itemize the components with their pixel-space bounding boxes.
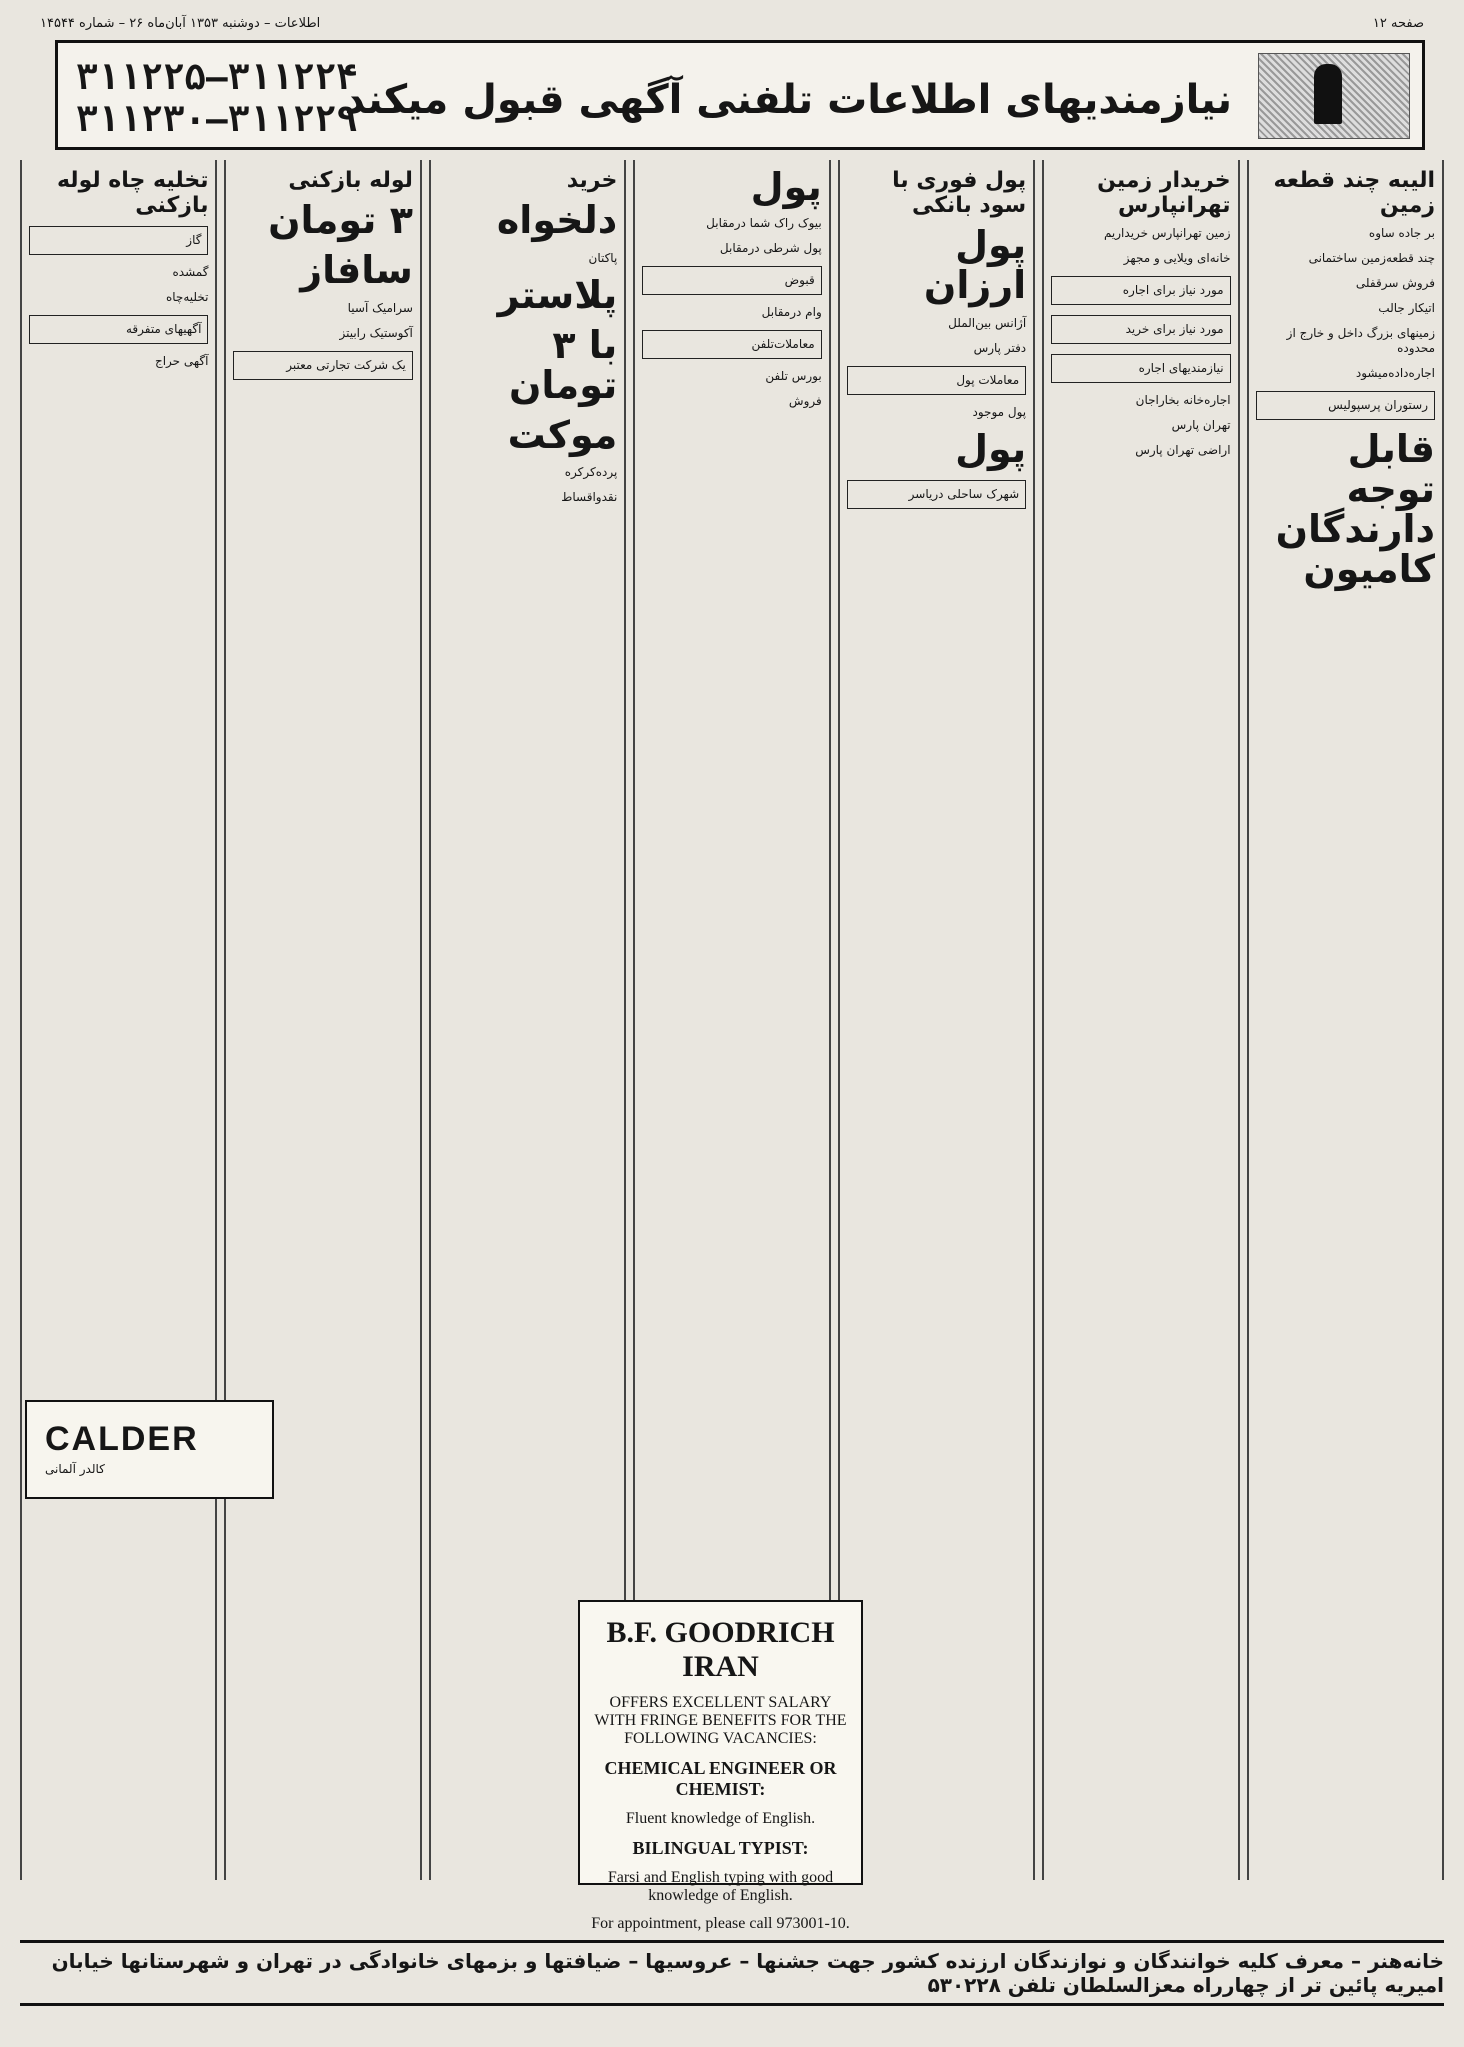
column-3-item-1: پول ارزان [923,223,1027,307]
column-title-4: پول [750,165,822,209]
column-6-item-5: یک شرکت تجارتی معتبر [233,351,412,380]
column-2-item-2: خانه‌ای ویلایی و مجهز [1123,251,1231,265]
column-title-5: خرید [566,168,618,193]
goodrich-contact: For appointment, please call 973001-10. [591,1915,850,1932]
column-1-item-7: رستوران پرسپولیس [1256,391,1435,420]
column-1-item-5: زمینهای بزرگ داخل و خارج از محدوده [1286,326,1435,355]
column-1-item-3: فروش سرقفلی [1355,276,1435,290]
column-2-item-6: اجاره‌خانه بخاراجان [1135,393,1231,407]
column-2-item-7: تهران پارس [1171,418,1231,432]
goodrich-country: IRAN [682,1650,759,1683]
column-2-item-3: مورد نیاز برای اجاره [1051,276,1230,305]
column-1-item-2: چند قطعه‌زمین ساختمانی [1308,251,1435,265]
column-4-item-1: بیوک راک شما درمقابل [706,215,822,230]
column-4-item-2: پول شرطی درمقابل [719,240,822,255]
column-5-item-3: پلاستر [497,272,618,317]
page-number: صفحه ۱۲ [1372,15,1424,31]
column-5-item-7: نقدواقساط [561,490,618,505]
column-title-1: الیبه چند قطعه زمین [1273,168,1435,218]
column-6-item-2: سافاز [300,247,413,292]
column-4-item-6: بورس تلفن [765,368,822,383]
calder-tagline: کالدر آلمانی [45,1462,105,1476]
classified-column-1 [1247,160,1444,1880]
banner-title: نیازمندیهای اطلاعات تلفنی آگهی قبول میکند [344,77,1232,123]
column-7-item-5: آگهی حراج [154,354,209,368]
column-6-item-1: ۳ تومان [268,198,413,242]
publication-line: اطلاعات – دوشنبه ۱۳۵۳ آبان‌ماه ۲۶ – شماره ۱۴۵۴۴ [40,15,321,31]
goodrich-role-1: CHEMICAL ENGINEER OR CHEMIST: [604,1758,837,1799]
column-1-item-6: اجاره‌داده‌میشود [1355,366,1435,380]
classified-column-7 [20,160,217,1880]
column-3-item-5: پول موجود [972,404,1027,419]
calder-name: CALDER [45,1420,199,1458]
column-3-item-4: معاملات پول [847,366,1026,395]
column-title-7: تخلیه چاه لوله بازکنی [56,168,209,218]
bottom-ad-strip: خانه‌هنر – معرف کلیه خوانندگان و نوازندگان ارزنده کشور جهت جشنها – عروسیها – ضیافتها و بزمهای خانوادگی در تهران و شهرستانها خیابان امیریه پائین تر از چهارراه معزالسلطان تلفن ۵۳۰۲۲۸ [20,1940,1444,2006]
column-5-item-6: پرده‌کرکره [564,465,618,480]
goodrich-role-2: BILINGUAL TYPIST: [632,1838,809,1858]
calder-ad [25,1400,274,1499]
goodrich-offer: OFFERS EXCELLENT SALARY WITH FRINGE BENEFITS FOR THE FOLLOWING VACANCIES: [594,1694,847,1747]
top-banner [55,40,1425,150]
column-5-item-4: با ۳ تومان [508,322,618,407]
column-7-item-4: آگهیهای متفرقه [29,315,208,344]
family-illustration [1258,53,1410,139]
column-7-item-2: گمشده [172,265,209,279]
column-7-item-3: تخلیه‌چاه [165,290,209,304]
column-title-3: پول فوری با سود بانکی [892,168,1027,218]
column-5-item-2: پاکتان [588,250,618,265]
column-title-6: لوله بازکنی [288,168,413,193]
column-6-item-4: آکوستیک رابیتز [339,325,413,340]
column-5-item-1: دلخواه [496,198,618,242]
column-4-item-7: فروش [788,393,822,408]
goodrich-name: B.F. GOODRICH [606,1616,835,1649]
column-2-item-4: مورد نیاز برای خرید [1051,315,1230,344]
column-3-item-3: دفتر پارس [973,340,1027,355]
column-3-item-7: شهرک ساحلی دریاسر [847,480,1026,509]
column-1-item-4: اتیکار جالب [1378,301,1435,315]
classified-column-2 [1042,160,1239,1880]
column-4-item-4: وام درمقابل [761,304,822,319]
column-title-2: خریدار زمین تهرانپارس [1097,168,1231,218]
column-2-item-8: اراضی تهران پارس [1135,443,1231,457]
goodrich-desc: Farsi and English typing with good knowledge of English. [607,1869,834,1904]
goodrich-ad [578,1600,863,1932]
column-4-item-5: معاملات‌تلفن [642,330,821,359]
column-3-item-6: پول [955,426,1027,471]
column-2-item-1: زمین تهرانپارس خریداریم [1103,226,1231,240]
column-7-item-1: گاز [29,226,208,255]
classified-column-6 [224,160,421,1880]
banner-phones-line-2: ۳۱۱۲۳۰–۳۱۱۲۲۹ [76,99,358,140]
column-5-item-5: موکت [507,412,618,457]
column-2-item-5: نیازمندیهای اجاره [1051,354,1230,383]
goodrich-skill: Fluent knowledge of English. [625,1810,816,1827]
banner-phones-line-1: ۳۱۱۲۲۵–۳۱۱۲۲۴ [76,57,358,98]
banner-phones [76,57,358,141]
column-4-item-3: قبوض [642,266,821,295]
column-3-item-2: آژانس بین‌الملل [948,315,1027,330]
column-1-item-8: قابل توجه دارندگان کامیون [1275,427,1435,591]
page-header [40,8,1424,38]
classified-column-3 [838,160,1035,1880]
column-1-item-1: بر جاده ساوه [1368,226,1435,240]
column-6-item-3: سرامیک آسیا [347,300,413,315]
